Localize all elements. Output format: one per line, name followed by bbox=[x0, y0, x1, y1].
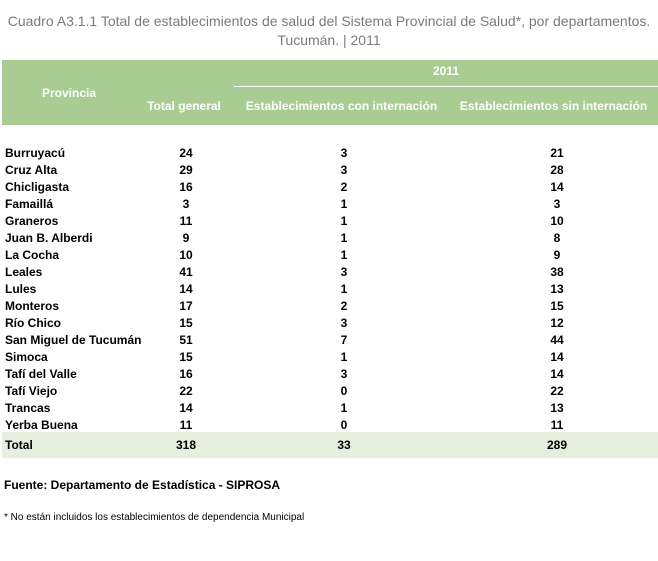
source-note: Fuente: Departamento de Estadística - SIPROSA bbox=[4, 478, 281, 492]
total-row bbox=[2, 432, 658, 458]
cell-sin-internacion: 3 bbox=[553, 196, 561, 211]
cell-total-general: 15 bbox=[179, 315, 193, 330]
cell-total-general: 16 bbox=[179, 366, 193, 381]
table-row bbox=[2, 144, 658, 161]
table-row bbox=[2, 263, 658, 280]
cell-con-internacion: 1 bbox=[340, 400, 348, 415]
header-provincia-label: Provincia bbox=[41, 85, 97, 100]
cell-sin-internacion: 10 bbox=[550, 213, 564, 228]
cell-total-general: 11 bbox=[179, 213, 193, 228]
cell-provincia: Juan B. Alberdi bbox=[5, 230, 93, 245]
table-row bbox=[2, 365, 658, 382]
cell-con-internacion: 3 bbox=[340, 315, 348, 330]
cell-total-general: 22 bbox=[179, 383, 193, 398]
cell-sin-internacion: 14 bbox=[550, 366, 564, 381]
cell-con-internacion: 7 bbox=[340, 332, 348, 347]
table-row bbox=[2, 382, 658, 399]
total-label: Total bbox=[5, 438, 33, 452]
footnote: * No están incluidos los establecimientos de dependencia Municipal bbox=[4, 512, 305, 523]
cell-provincia: Famaillá bbox=[5, 196, 54, 211]
header-total-general: Total general bbox=[147, 99, 221, 113]
cell-con-internacion: 1 bbox=[340, 247, 348, 262]
cell-total-general: 15 bbox=[179, 349, 193, 364]
table-title: Cuadro A3.1.1 Total de establecimientos de salud del Sistema Provincial de Salud*, por departamentos. Tucumán. | 2011 bbox=[7, 13, 651, 48]
cell-total-general: 17 bbox=[179, 298, 193, 313]
cell-sin-internacion: 22 bbox=[550, 383, 564, 398]
cell-total-general: 51 bbox=[179, 332, 193, 347]
cell-provincia: Chicligasta bbox=[5, 179, 70, 194]
table-row bbox=[2, 399, 658, 416]
cell-total-general: 3 bbox=[182, 196, 190, 211]
cell-provincia: La Cocha bbox=[5, 247, 60, 262]
cell-sin-internacion: 44 bbox=[550, 332, 564, 347]
table-row bbox=[2, 314, 658, 331]
cell-total-general: 11 bbox=[179, 417, 193, 432]
cell-provincia: Tafí Viejo bbox=[5, 383, 58, 398]
cell-con-internacion: 2 bbox=[340, 179, 348, 194]
cell-total-general: 14 bbox=[179, 281, 193, 296]
cell-provincia: Cruz Alta bbox=[5, 162, 58, 177]
cell-total-general: 9 bbox=[182, 230, 190, 245]
table-row bbox=[2, 195, 658, 212]
table-row bbox=[2, 229, 658, 246]
cell-sin-internacion: 38 bbox=[550, 264, 564, 279]
cell-provincia: Río Chico bbox=[5, 315, 61, 330]
table-row bbox=[2, 178, 658, 195]
cell-provincia: Tafí del Valle bbox=[5, 366, 77, 381]
cell-con-internacion: 0 bbox=[340, 417, 348, 432]
cell-con-internacion: 3 bbox=[340, 264, 348, 279]
table-row bbox=[2, 280, 658, 297]
cell-con-internacion: 3 bbox=[340, 145, 348, 160]
table-row bbox=[2, 297, 658, 314]
cell-provincia: Burruyacú bbox=[5, 145, 66, 160]
cell-sin-internacion: 13 bbox=[550, 281, 564, 296]
cell-con-internacion: 3 bbox=[340, 366, 348, 381]
header-sin-internacion: Establecimientos sin internación bbox=[459, 99, 648, 113]
cell-con-internacion: 3 bbox=[340, 162, 348, 177]
cell-sin-internacion: 14 bbox=[550, 179, 564, 194]
cell-sin-internacion: 9 bbox=[553, 247, 561, 262]
cell-con-internacion: 0 bbox=[340, 383, 348, 398]
cell-total-general: 41 bbox=[179, 264, 193, 279]
cell-sin-internacion: 28 bbox=[550, 162, 564, 177]
cell-con-internacion: 1 bbox=[340, 349, 348, 364]
cell-con-internacion: 1 bbox=[340, 213, 348, 228]
cell-total-general: 29 bbox=[179, 162, 193, 177]
cell-provincia: Graneros bbox=[5, 213, 59, 228]
header-provincia bbox=[2, 60, 136, 125]
total-sin-value: 289 bbox=[546, 438, 568, 452]
cell-total-general: 10 bbox=[179, 247, 193, 262]
cell-sin-internacion: 8 bbox=[553, 230, 561, 245]
cell-provincia: Yerba Buena bbox=[5, 417, 78, 432]
cell-con-internacion: 1 bbox=[340, 281, 348, 296]
total-con-value: 33 bbox=[337, 438, 351, 452]
table-row bbox=[2, 416, 658, 433]
cell-provincia: San Miguel de Tucumán bbox=[5, 332, 142, 347]
cell-provincia: Leales bbox=[5, 264, 43, 279]
table-row bbox=[2, 246, 658, 263]
header-con-internacion: Establecimientos con internación bbox=[245, 99, 438, 113]
cell-total-general: 24 bbox=[179, 145, 193, 160]
cell-con-internacion: 1 bbox=[340, 196, 348, 211]
table-body bbox=[2, 144, 658, 433]
cell-con-internacion: 1 bbox=[340, 230, 348, 245]
cell-sin-internacion: 12 bbox=[550, 315, 564, 330]
cell-con-internacion: 2 bbox=[340, 298, 348, 313]
table-row bbox=[2, 331, 658, 348]
header-year: 2011 bbox=[432, 64, 460, 78]
cell-provincia: Lules bbox=[5, 281, 37, 296]
cell-sin-internacion: 15 bbox=[550, 298, 564, 313]
table-row bbox=[2, 348, 658, 365]
cell-sin-internacion: 11 bbox=[550, 417, 564, 432]
cell-provincia: Simoca bbox=[5, 349, 48, 364]
cell-sin-internacion: 14 bbox=[550, 349, 564, 364]
table-row bbox=[2, 212, 658, 229]
cell-total-general: 14 bbox=[179, 400, 193, 415]
cell-sin-internacion: 13 bbox=[550, 400, 564, 415]
table-row bbox=[2, 161, 658, 178]
cell-provincia: Trancas bbox=[5, 400, 51, 415]
total-general-value: 318 bbox=[175, 438, 197, 452]
header-divider bbox=[234, 86, 658, 87]
cell-sin-internacion: 21 bbox=[550, 145, 564, 160]
cell-total-general: 16 bbox=[179, 179, 193, 194]
cell-provincia: Monteros bbox=[5, 298, 59, 313]
